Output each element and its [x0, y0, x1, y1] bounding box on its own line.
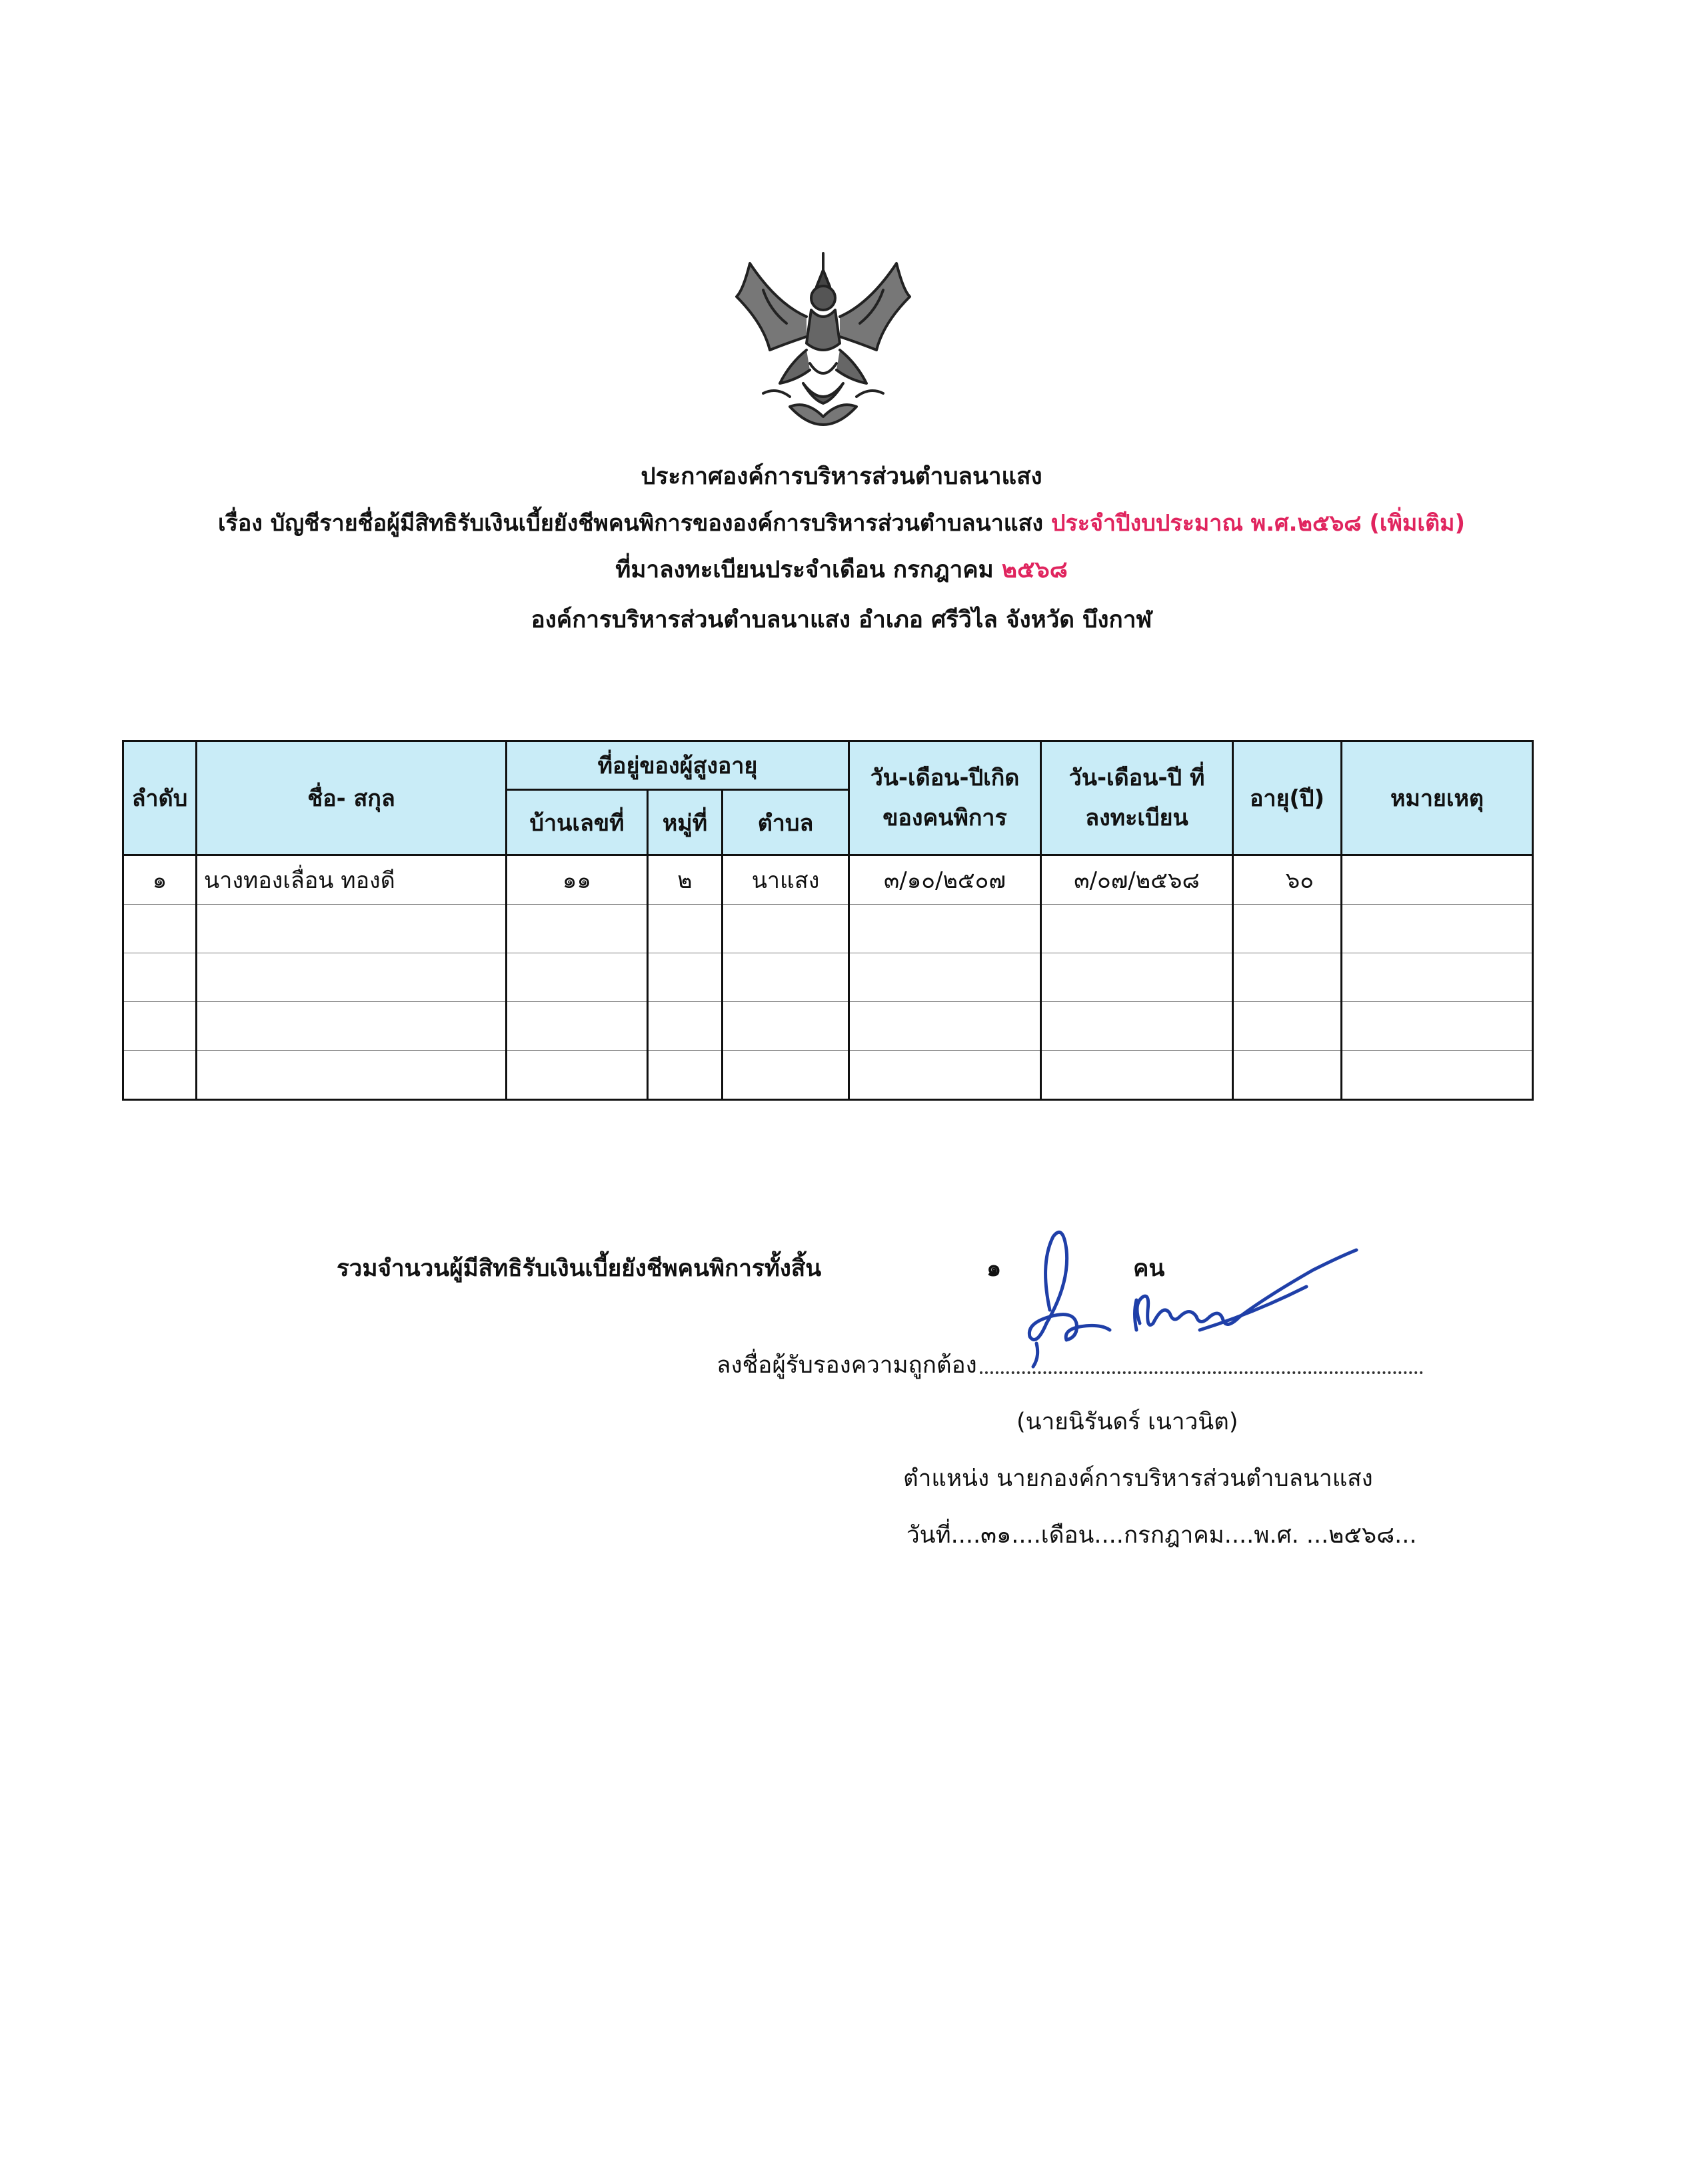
- certifier-sign-label: ลงชื่อผู้รับรองความถูกต้อง: [717, 1352, 977, 1379]
- cell-dob: [849, 1051, 1041, 1100]
- cell-name: [197, 953, 507, 1002]
- cell-age: [1233, 1002, 1342, 1051]
- header-note: หมายเหตุ: [1342, 741, 1533, 855]
- cell-house-no: [507, 953, 648, 1002]
- header-moo: หมู่ที่: [648, 790, 723, 855]
- cell-dob: [849, 953, 1041, 1002]
- cell-moo: [648, 1002, 723, 1051]
- cell-tambon: [723, 905, 849, 953]
- cell-no: [123, 953, 197, 1002]
- header-tambon: ตำบล: [723, 790, 849, 855]
- cell-no: ๑: [123, 855, 197, 905]
- cell-name: [197, 905, 507, 953]
- certification-date: วันที่....๓๑....เดือน....กรกฎาคม....พ.ศ. ...๒๕๖๘...: [906, 1522, 1417, 1549]
- table-row: [123, 905, 1533, 953]
- table-row: [123, 855, 1533, 905]
- header-age: อายุ(ปี): [1233, 741, 1342, 855]
- organization-location: องค์การบริหารส่วนตำบลนาแสง อำเภอ ศรีวิไล จังหวัด บึงกาฬ: [531, 607, 1152, 633]
- header-registered-line1: วัน-เดือน-ปี ที่: [1068, 765, 1205, 791]
- total-unit: คน: [1133, 1255, 1165, 1282]
- total-label: รวมจำนวนผู้มีสิทธิรับเงินเบี้ยยังชีพคนพิการทั้งสิ้น: [337, 1255, 822, 1282]
- cell-age: ๖๐: [1233, 855, 1342, 905]
- cell-dob: ๓/๑๐/๒๕๐๗: [849, 855, 1041, 905]
- cell-moo: [648, 905, 723, 953]
- table-row: [123, 1051, 1533, 1100]
- cell-house-no: [507, 1002, 648, 1051]
- table-row: [123, 953, 1533, 1002]
- cell-dob: [849, 1002, 1041, 1051]
- header-registered: [1041, 741, 1233, 855]
- cell-name: [197, 1002, 507, 1051]
- cell-moo: [648, 953, 723, 1002]
- cell-registered: [1041, 1002, 1233, 1051]
- certifier-position: ตำแหน่ง นายกองค์การบริหารส่วนตำบลนาแสง: [903, 1465, 1373, 1492]
- cell-age: [1233, 953, 1342, 1002]
- header-dob: [849, 741, 1041, 855]
- table-header-row: [123, 741, 1533, 790]
- cell-note: [1342, 953, 1533, 1002]
- certifier-printed-name: (นายนิรันดร์ เนาวนิต): [1016, 1409, 1238, 1435]
- header-dob-line2: ของคนพิการ: [882, 805, 1007, 831]
- cell-registered: [1041, 905, 1233, 953]
- announcement-title: ประกาศองค์การบริหารส่วนตำบลนาแสง: [641, 463, 1042, 490]
- header-address-group: ที่อยู่ของผู้สูงอายุ: [507, 741, 849, 790]
- cell-house-no: [507, 905, 648, 953]
- handwritten-signature-icon: [1000, 1223, 1360, 1397]
- subject-budget-year: ประจำปีงบประมาณ พ.ศ.๒๕๖๘ (เพิ่มเติม): [1050, 510, 1465, 537]
- registration-year: ๒๕๖๘: [1001, 557, 1068, 583]
- registration-month-label: ที่มาลงทะเบียนประจำเดือน กรกฎาคม: [615, 557, 994, 583]
- cell-note: [1342, 855, 1533, 905]
- cell-age: [1233, 1051, 1342, 1100]
- cell-no: [123, 905, 197, 953]
- cell-name: [197, 1051, 507, 1100]
- cell-house-no: [507, 1051, 648, 1100]
- cell-tambon: [723, 953, 849, 1002]
- cell-moo: ๒: [648, 855, 723, 905]
- cell-tambon: [723, 1051, 849, 1100]
- header-dob-line1: วัน-เดือน-ปีเกิด: [870, 765, 1020, 791]
- header-name: ชื่อ- สกุล: [197, 741, 507, 855]
- cell-age: [1233, 905, 1342, 953]
- cell-registered: [1041, 953, 1233, 1002]
- subject-line: [0, 507, 1683, 540]
- header-house-no: บ้านเลขที่: [507, 790, 648, 855]
- cell-no: [123, 1002, 197, 1051]
- table-row: [123, 1002, 1533, 1051]
- cell-house-no: ๑๑: [507, 855, 648, 905]
- cell-tambon: [723, 1002, 849, 1051]
- cell-dob: [849, 905, 1041, 953]
- cell-registered: [1041, 1051, 1233, 1100]
- header-no: ลำดับ: [123, 741, 197, 855]
- beneficiary-table: [122, 740, 1534, 1101]
- cell-registered: ๓/๐๗/๒๕๖๘: [1041, 855, 1233, 905]
- cell-no: [123, 1051, 197, 1100]
- total-count: ๑: [986, 1255, 1002, 1282]
- cell-note: [1342, 1002, 1533, 1051]
- cell-note: [1342, 905, 1533, 953]
- garuda-emblem-icon: [723, 250, 923, 430]
- registration-month-line: [0, 553, 1683, 587]
- cell-name: นางทองเลื่อน ทองดี: [197, 855, 507, 905]
- header-registered-line2: ลงทะเบียน: [1085, 805, 1188, 831]
- cell-tambon: นาแสง: [723, 855, 849, 905]
- cell-moo: [648, 1051, 723, 1100]
- cell-note: [1342, 1051, 1533, 1100]
- subject-main: เรื่อง บัญชีรายชื่อผู้มีสิทธิรับเงินเบี้ยยังชีพคนพิการขององค์การบริหารส่วนตำบลนาแสง: [217, 510, 1044, 537]
